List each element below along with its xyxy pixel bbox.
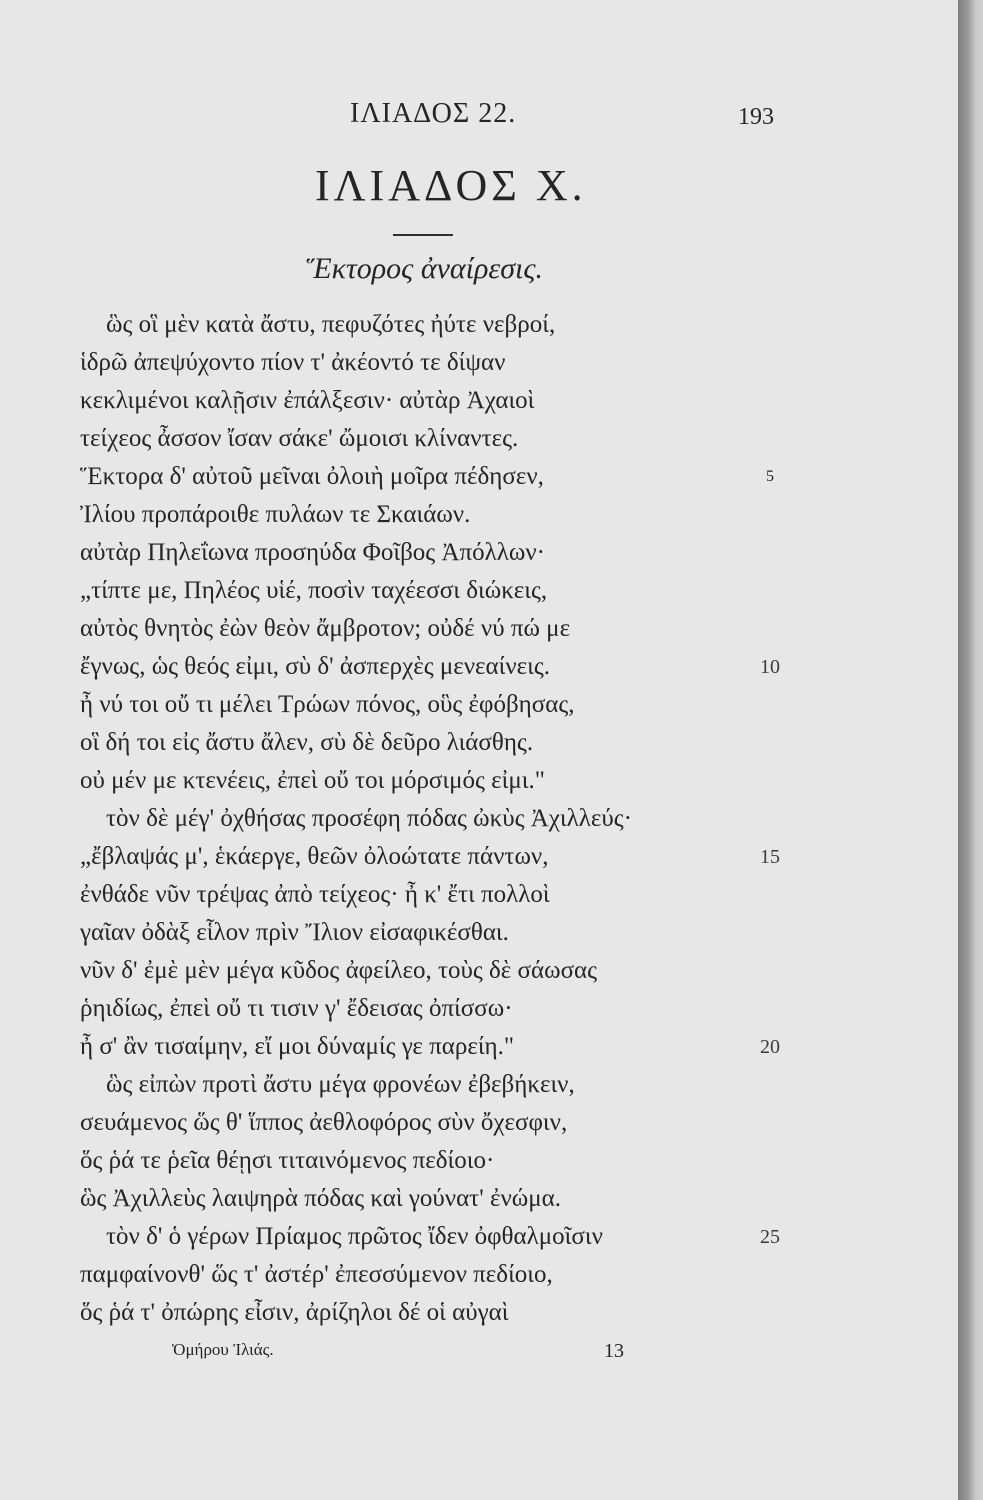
line-number: 20 — [760, 1036, 780, 1058]
verse-text: ὣς εἰπὼν προτὶ ἄστυ μέγα φρονέων ἐβεβήκειν, — [106, 1071, 575, 1098]
verse-text: τὸν δὲ μέγ' ὀχθήσας προσέφη πόδας ὠκὺς Ἀχιλλεύς· — [106, 805, 632, 832]
page-number: 193 — [738, 104, 774, 130]
verse-line — [0, 344, 958, 382]
line-number: 25 — [760, 1226, 780, 1248]
verse-line — [0, 572, 958, 610]
verse-text: ἦ νύ τοι οὔ τι μέλει Τρώων πόνος, οὓς ἐφόβησας, — [80, 691, 575, 718]
verse-text: ὣς οἳ μὲν κατὰ ἄστυ, πεφυζότες ἠύτε νεβροί, — [106, 311, 556, 338]
verse-text: κεκλιμένοι καλῇσιν ἐπάλξεσιν· αὐτὰρ Ἀχαιοὶ — [80, 387, 535, 414]
verse-line — [0, 686, 958, 724]
verse-line — [0, 1256, 958, 1294]
verse-text: ἐνθάδε νῦν τρέψας ἀπὸ τείχεος· ἦ κ' ἔτι πολλοὶ — [80, 881, 550, 908]
verse-line — [0, 458, 958, 496]
verse-line — [0, 1218, 958, 1256]
running-title: ΙΛΙΑΔΟΣ 22. — [350, 98, 517, 129]
section-subtitle: Ἕκτορος ἀναίρεσις. — [306, 252, 544, 285]
verse-text: Ἕκτορα δ' αὐτοῦ μεῖναι ὀλοιὴ μοῖρα πέδησεν, — [80, 463, 544, 490]
margin-mark: 5 — [766, 468, 774, 485]
verse-line — [0, 1294, 958, 1332]
verse-text: τείχεος ἆσσον ἴσαν σάκε' ὤμοισι κλίναντες. — [80, 425, 519, 452]
verse-text: αὐτὰρ Πηλεΐωνα προσηύδα Φοῖβος Ἀπόλλων· — [80, 539, 545, 566]
verse-line — [0, 914, 958, 952]
verse-line — [0, 1142, 958, 1180]
verse-text: ῥηιδίως, ἐπεὶ οὔ τι τισιν γ' ἔδεισας ὀπίσσω· — [80, 995, 513, 1022]
verse-line — [0, 1028, 958, 1066]
verse-line — [0, 1066, 958, 1104]
verse-text: ὅς ῥά τ' ὀπώρης εἶσιν, ἀρίζηλοι δέ οἱ αὐγαὶ — [80, 1299, 509, 1326]
verse-text: ἦ σ' ἂν τισαίμην, εἴ μοι δύναμίς γε παρείη." — [80, 1033, 515, 1060]
verse-text: σευάμενος ὥς θ' ἵππος ἀεθλοφόρος σὺν ὄχεσφιν, — [80, 1109, 568, 1136]
verse-line — [0, 648, 958, 686]
line-number: 10 — [760, 656, 780, 678]
verse-line — [0, 306, 958, 344]
verse-text: ἔγνως, ὡς θεός εἰμι, σὺ δ' ἀσπερχὲς μενεαίνεις. — [80, 653, 551, 680]
verse-text: νῦν δ' ἐμὲ μὲν μέγα κῦδος ἀφείλεο, τοὺς δὲ σάωσας — [80, 957, 598, 984]
page-footer — [0, 1340, 958, 1370]
signature-mark: Ὁμήρου Ἰλιάς. — [172, 1340, 274, 1359]
verse-line — [0, 990, 958, 1028]
line-number: 15 — [760, 846, 780, 868]
verse-text: ἱδρῶ ἀπεψύχοντο πίον τ' ἀκέοντό τε δίψαν — [80, 349, 506, 376]
verse-line — [0, 762, 958, 800]
verse-text: Ἰλίου προπάροιθε πυλάων τε Σκαιάων. — [80, 501, 471, 528]
verse-text: οὐ μέν με κτενέεις, ἐπεὶ οὔ τοι μόρσιμός εἰμι." — [80, 767, 545, 794]
verse-text: ὣς Ἀχιλλεὺς λαιψηρὰ πόδας καὶ γούνατ' ἐνώμα. — [80, 1185, 561, 1212]
verse-line — [0, 1104, 958, 1142]
verse-line — [0, 610, 958, 648]
verse-text: ὅς ῥά τε ῥεῖα θέῃσι τιταινόμενος πεδίοιο· — [80, 1147, 495, 1174]
verse-line — [0, 838, 958, 876]
verse-text: οἳ δή τοι εἰς ἄστυ ἄλεν, σὺ δὲ δεῦρο λιάσθης. — [80, 729, 534, 756]
verse-line — [0, 420, 958, 458]
verse-line — [0, 876, 958, 914]
verse-text: τὸν δ' ὁ γέρων Πρίαμος πρῶτος ἴδεν ὀφθαλμοῖσιν — [106, 1223, 603, 1250]
signature-number: 13 — [604, 1340, 624, 1362]
verse-line — [0, 382, 958, 420]
verse-line — [0, 1180, 958, 1218]
verse-text: „ἔβλαψάς μ', ἑκάεργε, θεῶν ὀλοώτατε πάντων, — [80, 843, 549, 870]
verse-line — [0, 496, 958, 534]
verse-line — [0, 952, 958, 990]
verse-line — [0, 800, 958, 838]
verse-text: αὐτὸς θνητὸς ἐὼν θεὸν ἄμβροτον; οὐδέ νύ πώ με — [80, 615, 571, 642]
verse-text: γαῖαν ὀδὰξ εἷλον πρὶν Ἴλιον εἰσαφικέσθαι. — [80, 919, 509, 946]
book-title: ΙΛΙΑΔΟΣ Χ. — [315, 161, 587, 210]
verse-line — [0, 724, 958, 762]
next-page-edge — [958, 0, 983, 1500]
running-head — [0, 98, 958, 138]
verse-text: „τίπτε με, Πηλέος υἱέ, ποσὶν ταχέεσσι διώκεις, — [80, 577, 548, 604]
title-rule — [393, 234, 453, 236]
verse-line — [0, 534, 958, 572]
verse-text: παμφαίνονθ' ὥς τ' ἀστέρ' ἐπεσσύμενον πεδίοιο, — [80, 1261, 553, 1288]
